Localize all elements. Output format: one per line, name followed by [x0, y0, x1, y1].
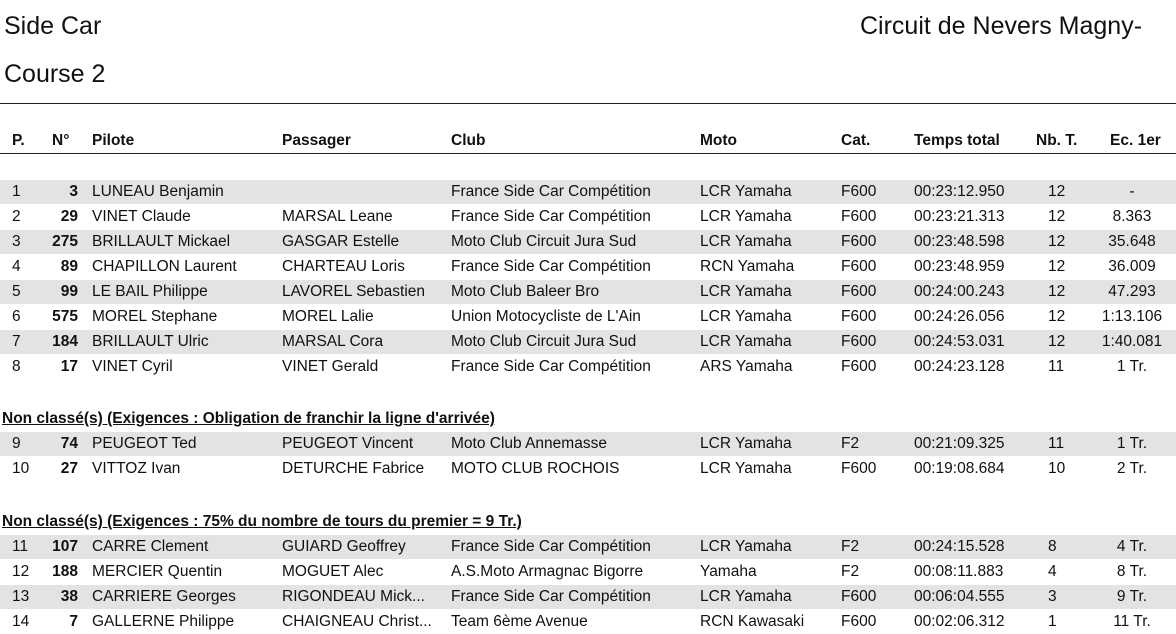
cell-gap: 1 Tr. — [1116, 358, 1148, 375]
cell-moto: LCR Yamaha — [700, 588, 792, 605]
cell-pilot: CARRIERE Georges — [92, 588, 236, 605]
cell-num: 7 — [69, 613, 78, 630]
header-num: N° — [52, 132, 70, 149]
cell-time: 00:19:08.684 — [914, 460, 1005, 477]
cell-cat: F600 — [841, 460, 877, 477]
cell-cat: F600 — [841, 588, 877, 605]
cell-num: 107 — [52, 538, 78, 555]
header-rule — [0, 153, 1176, 154]
cell-time: 00:08:11.883 — [914, 563, 1004, 580]
cell-club: France Side Car Compétition — [451, 208, 651, 225]
cell-laps: 12 — [1048, 208, 1066, 225]
table-row — [0, 610, 1176, 634]
table-row — [0, 535, 1176, 559]
cell-time: 00:06:04.555 — [914, 588, 1005, 605]
cell-time: 00:23:48.959 — [914, 258, 1005, 275]
cell-pilot: VITTOZ Ivan — [92, 460, 181, 477]
cell-pos: 3 — [12, 233, 21, 250]
table-row — [0, 355, 1176, 379]
cell-club: Moto Club Circuit Jura Sud — [451, 333, 637, 350]
cell-num: 184 — [52, 333, 78, 350]
cell-num: 99 — [60, 283, 78, 300]
cell-num: 188 — [52, 563, 78, 580]
cell-moto: LCR Yamaha — [700, 208, 792, 225]
cell-num: 575 — [52, 308, 78, 325]
cell-gap: - — [1129, 183, 1135, 200]
cell-time: 00:24:23.128 — [914, 358, 1005, 375]
cell-cat: F2 — [841, 435, 860, 452]
cell-pilot: LE BAIL Philippe — [92, 283, 208, 300]
cell-laps: 11 — [1048, 435, 1065, 452]
cell-moto: LCR Yamaha — [700, 538, 792, 555]
cell-pilot: VINET Claude — [92, 208, 191, 225]
cell-gap: 2 Tr. — [1116, 460, 1148, 477]
table-row — [0, 205, 1176, 229]
cell-cat: F600 — [841, 258, 877, 275]
header-moto: Moto — [700, 132, 738, 149]
cell-laps: 10 — [1048, 460, 1066, 477]
cell-moto: LCR Yamaha — [700, 233, 792, 250]
cell-gap: 1:40.081 — [1101, 333, 1163, 350]
cell-moto: LCR Yamaha — [700, 308, 792, 325]
cell-time: 00:24:26.056 — [914, 308, 1005, 325]
cell-passenger: DETURCHE Fabrice — [282, 460, 425, 477]
cell-passenger: MOREL Lalie — [282, 308, 374, 325]
cell-time: 00:24:15.528 — [914, 538, 1005, 555]
cell-pos: 5 — [12, 283, 21, 300]
cell-laps: 4 — [1048, 563, 1057, 580]
cell-pilot: LUNEAU Benjamin — [92, 183, 224, 200]
circuit-title: Circuit de Nevers Magny- — [860, 12, 1143, 40]
cell-cat: F2 — [841, 563, 860, 580]
cell-passenger: LAVOREL Sebastien — [282, 283, 426, 300]
cell-gap: 1:13.106 — [1101, 308, 1163, 325]
cell-gap: 4 Tr. — [1116, 538, 1148, 555]
cell-moto: LCR Yamaha — [700, 283, 792, 300]
cell-time: 00:23:21.313 — [914, 208, 1005, 225]
cell-pilot: MERCIER Quentin — [92, 563, 223, 580]
cell-num: 17 — [60, 358, 78, 375]
table-row — [0, 280, 1176, 304]
section-not-classified-finish: Non classé(s) (Exigences : Obligation de franchir la ligne d'arrivée) — [2, 410, 495, 427]
cell-passenger: MARSAL Leane — [282, 208, 393, 225]
cell-passenger: MARSAL Cora — [282, 333, 384, 350]
cell-club: Union Motocycliste de L'Ain — [451, 308, 641, 325]
cell-gap: 9 Tr. — [1116, 588, 1148, 605]
cell-cat: F600 — [841, 333, 877, 350]
cell-pos: 4 — [12, 258, 21, 275]
cell-num: 74 — [60, 435, 78, 452]
cell-laps: 11 — [1048, 358, 1065, 375]
cell-club: Moto Club Annemasse — [451, 435, 607, 452]
cell-moto: ARS Yamaha — [700, 358, 793, 375]
header-club: Club — [451, 132, 486, 149]
cell-pos: 12 — [12, 563, 30, 580]
cell-cat: F2 — [841, 538, 860, 555]
cell-club: A.S.Moto Armagnac Bigorre — [451, 563, 644, 580]
table-row — [0, 330, 1176, 354]
section-not-classified-laps: Non classé(s) (Exigences : 75% du nombre de tours du premier = 9 Tr.) — [2, 513, 522, 530]
cell-passenger: PEUGEOT Vincent — [282, 435, 414, 452]
table-row — [0, 255, 1176, 279]
header-pos: P. — [12, 132, 25, 149]
cell-pilot: BRILLAULT Ulric — [92, 333, 209, 350]
cell-gap: 47.293 — [1108, 283, 1156, 300]
cell-club: MOTO CLUB ROCHOIS — [451, 460, 620, 477]
cell-num: 89 — [60, 258, 78, 275]
header-cat: Cat. — [841, 132, 871, 149]
cell-gap: 8.363 — [1112, 208, 1152, 225]
cell-laps: 12 — [1048, 183, 1066, 200]
table-row — [0, 230, 1176, 254]
cell-moto: LCR Yamaha — [700, 435, 792, 452]
cell-pos: 13 — [12, 588, 30, 605]
cell-gap: 35.648 — [1108, 233, 1156, 250]
cell-laps: 12 — [1048, 308, 1066, 325]
cell-time: 00:24:53.031 — [914, 333, 1005, 350]
cell-pos: 8 — [12, 358, 21, 375]
cell-pilot: BRILLAULT Mickael — [92, 233, 231, 250]
cell-passenger: CHARTEAU Loris — [282, 258, 405, 275]
header-pilot: Pilote — [92, 132, 135, 149]
race-title: Course 2 — [4, 60, 106, 88]
cell-num: 29 — [60, 208, 78, 225]
cell-time: 00:23:48.598 — [914, 233, 1005, 250]
cell-moto: RCN Yamaha — [700, 258, 795, 275]
cell-club: Moto Club Circuit Jura Sud — [451, 233, 637, 250]
cell-num: 275 — [52, 233, 78, 250]
cell-passenger: GASGAR Estelle — [282, 233, 400, 250]
cell-pos: 7 — [12, 333, 21, 350]
cell-passenger: CHAIGNEAU Christ... — [282, 613, 432, 630]
cell-pilot: VINET Cyril — [92, 358, 173, 375]
top-rule — [0, 103, 1176, 104]
cell-pilot: CHAPILLON Laurent — [92, 258, 237, 275]
cell-moto: RCN Kawasaki — [700, 613, 805, 630]
cell-club: Moto Club Baleer Bro — [451, 283, 600, 300]
cell-num: 27 — [60, 460, 78, 477]
cell-time: 00:24:00.243 — [914, 283, 1005, 300]
cell-passenger: RIGONDEAU Mick... — [282, 588, 425, 605]
cell-club: France Side Car Compétition — [451, 183, 651, 200]
cell-time: 00:02:06.312 — [914, 613, 1005, 630]
cell-num: 3 — [69, 183, 78, 200]
cell-gap: 8 Tr. — [1116, 563, 1148, 580]
cell-pilot: MOREL Stephane — [92, 308, 218, 325]
cell-passenger: MOGUET Alec — [282, 563, 384, 580]
cell-pos: 2 — [12, 208, 21, 225]
header-passenger: Passager — [282, 132, 351, 149]
cell-passenger: VINET Gerald — [282, 358, 379, 375]
cell-cat: F600 — [841, 308, 877, 325]
header-time: Temps total — [914, 132, 1000, 149]
cell-pilot: CARRE Clement — [92, 538, 209, 555]
table-row — [0, 180, 1176, 204]
cell-cat: F600 — [841, 358, 877, 375]
cell-laps: 8 — [1048, 538, 1057, 555]
cell-club: France Side Car Compétition — [451, 258, 651, 275]
header-gap: Ec. 1er — [1110, 132, 1161, 149]
cell-pos: 11 — [12, 538, 29, 555]
cell-laps: 12 — [1048, 233, 1066, 250]
cell-club: Team 6ème Avenue — [451, 613, 588, 630]
cell-pos: 14 — [12, 613, 30, 630]
table-row — [0, 585, 1176, 609]
cell-cat: F600 — [841, 208, 877, 225]
cell-laps: 12 — [1048, 258, 1066, 275]
cell-moto: LCR Yamaha — [700, 333, 792, 350]
cell-cat: F600 — [841, 183, 877, 200]
cell-moto: LCR Yamaha — [700, 460, 792, 477]
table-row — [0, 560, 1176, 584]
table-header — [0, 129, 1176, 153]
cell-club: France Side Car Compétition — [451, 358, 651, 375]
cell-gap: 36.009 — [1108, 258, 1156, 275]
cell-laps: 3 — [1048, 588, 1057, 605]
cell-laps: 12 — [1048, 333, 1066, 350]
cell-cat: F600 — [841, 283, 877, 300]
cell-pilot: PEUGEOT Ted — [92, 435, 197, 452]
cell-cat: F600 — [841, 613, 877, 630]
cell-gap: 1 Tr. — [1116, 435, 1148, 452]
table-row — [0, 432, 1176, 456]
cell-passenger: GUIARD Geoffrey — [282, 538, 406, 555]
cell-gap: 11 Tr. — [1113, 613, 1151, 630]
cell-pos: 1 — [12, 183, 21, 200]
table-row — [0, 305, 1176, 329]
cell-laps: 1 — [1048, 613, 1057, 630]
cell-cat: F600 — [841, 233, 877, 250]
cell-laps: 12 — [1048, 283, 1066, 300]
category-title: Side Car — [4, 12, 102, 40]
table-row — [0, 457, 1176, 481]
cell-moto: LCR Yamaha — [700, 183, 792, 200]
cell-pos: 10 — [12, 460, 30, 477]
cell-time: 00:23:12.950 — [914, 183, 1005, 200]
cell-club: France Side Car Compétition — [451, 538, 651, 555]
cell-pos: 9 — [12, 435, 21, 452]
cell-pos: 6 — [12, 308, 21, 325]
cell-pilot: GALLERNE Philippe — [92, 613, 235, 630]
cell-time: 00:21:09.325 — [914, 435, 1005, 452]
cell-num: 38 — [60, 588, 78, 605]
header-laps: Nb. T. — [1036, 132, 1078, 149]
cell-moto: Yamaha — [700, 563, 757, 580]
cell-club: France Side Car Compétition — [451, 588, 651, 605]
